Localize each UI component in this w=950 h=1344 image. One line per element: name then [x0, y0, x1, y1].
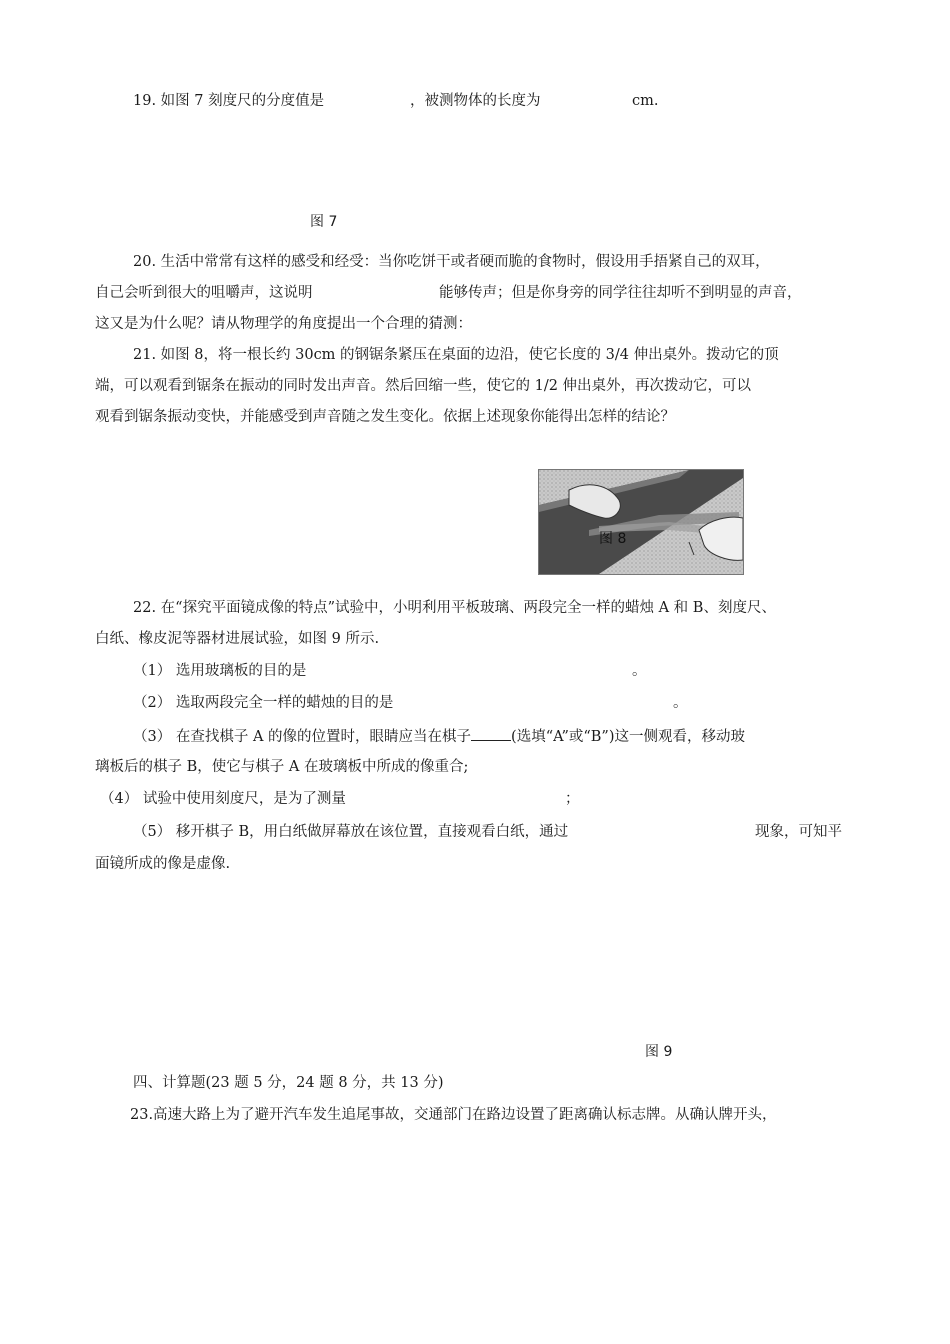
q21-line-3: 观看到锯条振动变快，并能感受到声音随之发生变化。依据上述现象你能得出怎样的结论？	[95, 409, 675, 425]
q22-sub-5b: 现象，可知平	[755, 824, 842, 840]
q19-text-a: 19. 如图 7 刻度尺的分度值是	[133, 93, 325, 109]
section-4-title: 四、计算题(23 题 5 分，24 题 8 分，共 13 分)	[133, 1075, 444, 1091]
q19-text-b: ，被测物体的长度为	[410, 93, 541, 109]
q20-line-2b: 能够传声；但是你身旁的同学往往却听不到明显的声音，	[439, 285, 802, 301]
q22-line-1: 22. 在“探究平面镜成像的特点”试验中，小明利用平板玻璃、两段完全一样的蜡烛 A 和 B、刻度尺、	[133, 600, 776, 616]
q22-sub-5c: 面镜所成的像是虚像.	[95, 856, 231, 872]
q22-sub-5a: （5） 移开棋子 B，用白纸做屏幕放在该位置，直接观看白纸，通过	[133, 824, 569, 840]
q22-sub-2a: （2） 选取两段完全一样的蜡烛的目的是	[133, 695, 394, 711]
saw-blade-illustration	[539, 470, 743, 574]
q22-sub-4a: （4） 试验中使用刻度尺，是为了测量	[100, 791, 346, 807]
q23-line-1: 23.高速大路上为了避开汽车发生追尾事故，交通部门在路边设置了距离确认标志牌。从确认牌开头，	[130, 1107, 777, 1123]
q22-sub-1b: 。	[632, 663, 647, 679]
q21-line-2: 端，可以观看到锯条在振动的同时发出声音。然后回缩一些，使它的 1/2 伸出桌外，再次拨动它，可以	[95, 378, 752, 394]
figure-8-caption: 图 8	[599, 531, 627, 547]
q22-sub-1a: （1） 选用玻璃板的目的是	[133, 663, 307, 679]
q20-line-2a: 自己会听到很大的咀嚼声，这说明	[95, 285, 313, 301]
q22-sub-4b: ；	[565, 791, 580, 807]
q21-line-1: 21. 如图 8，将一根长约 30cm 的钢锯条紧压在桌面的边沿，使它长度的 3/4 伸出桌外。拨动它的顶	[133, 347, 779, 363]
q22-sub-3a	[133, 726, 745, 747]
answer-blank	[471, 726, 511, 741]
figure-7-caption: 图 7	[310, 214, 338, 230]
q22-line-2: 白纸、橡皮泥等器材进展试验，如图 9 所示.	[95, 631, 380, 647]
figure-8-photo	[538, 469, 744, 575]
q20-line-1: 20. 生活中常常有这样的感受和经受：当你吃饼干或者硬而脆的食物时，假设用手捂紧自己的双耳，	[133, 254, 770, 270]
q22-sub-3a-text: （3） 在查找棋子 A 的像的位置时，眼睛应当在棋子	[133, 729, 472, 745]
q22-sub-3b-text: (选填“A”或“B”)这一侧观看，移动玻	[511, 729, 745, 745]
q22-sub-2b: 。	[673, 695, 688, 711]
figure-9-caption: 图 9	[645, 1044, 673, 1060]
q19-text-c: cm.	[632, 93, 659, 109]
q22-sub-3c: 璃板后的棋子 B，使它与棋子 A 在玻璃板中所成的像重合;	[95, 759, 469, 775]
q20-line-3: 这又是为什么呢？请从物理学的角度提出一个合理的猜测：	[95, 316, 472, 332]
